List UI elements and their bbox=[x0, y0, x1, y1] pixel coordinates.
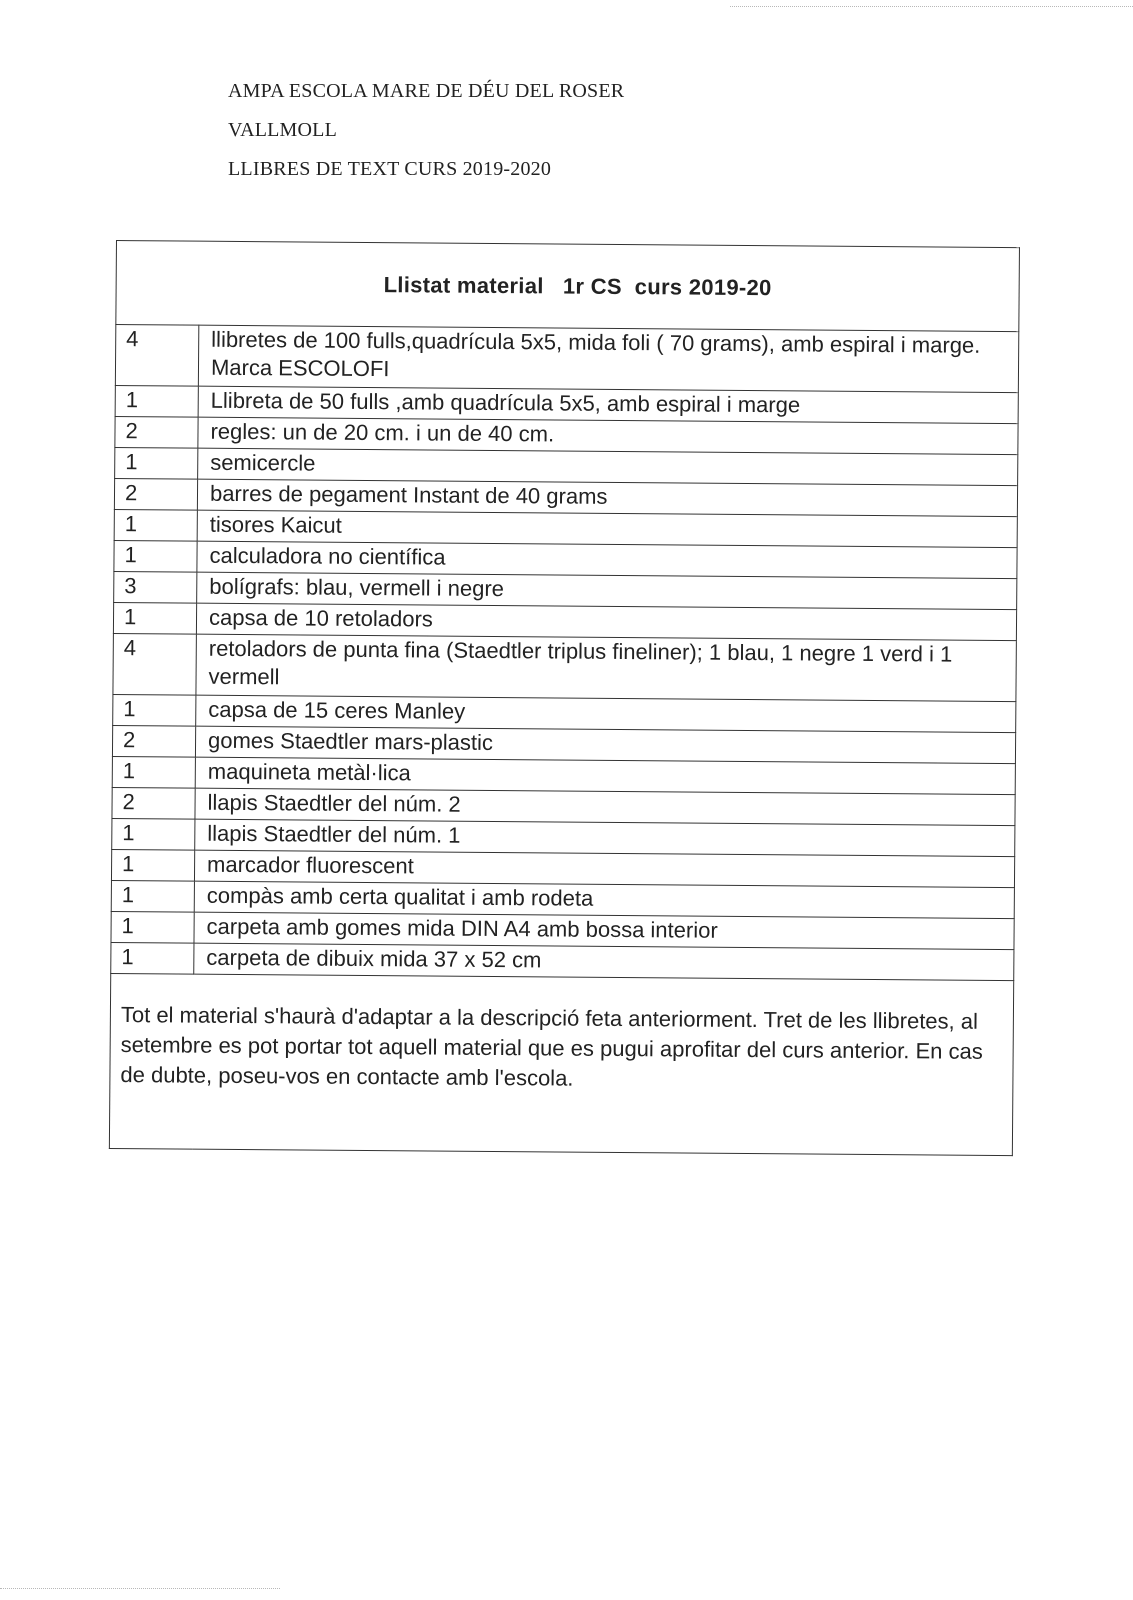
item-description: carpeta amb gomes mida DIN A4 amb bossa interior bbox=[194, 912, 1014, 949]
item-quantity: 4 bbox=[115, 325, 198, 387]
item-quantity: 1 bbox=[111, 942, 194, 974]
item-description: calculadora no científica bbox=[197, 541, 1017, 578]
item-description: capsa de 15 ceres Manley bbox=[196, 695, 1016, 732]
item-description: tisores Kaicut bbox=[197, 510, 1017, 547]
item-description: llapis Staedtler del núm. 2 bbox=[195, 788, 1015, 825]
item-quantity: 2 bbox=[115, 416, 198, 448]
item-quantity: 1 bbox=[111, 849, 194, 881]
table-note: Tot el material s'haurà d'adaptar a la descripció feta anteriorment. Tret de les llibretes, al setembre es pot portar tot aquell material que es pugui aprofitar del curs anterior. En cas de dubte, poseu-vos en contacte amb l'escola. bbox=[109, 973, 1013, 1155]
table-note-row bbox=[109, 973, 1013, 1155]
item-description: regles: un de 20 cm. i un de 40 cm. bbox=[198, 417, 1018, 454]
item-quantity: 2 bbox=[112, 725, 195, 757]
item-description: capsa de 10 retoladors bbox=[196, 603, 1016, 640]
item-description: carpeta de dibuix mida 37 x 52 cm bbox=[194, 943, 1014, 980]
table-title-cell bbox=[116, 241, 1020, 332]
item-quantity: 1 bbox=[114, 540, 197, 572]
item-quantity: 1 bbox=[115, 447, 198, 479]
item-quantity: 1 bbox=[114, 509, 197, 541]
table-row bbox=[115, 325, 1018, 393]
item-quantity: 2 bbox=[112, 787, 195, 819]
item-description: maquineta metàl·lica bbox=[195, 757, 1015, 794]
item-description: llapis Staedtler del núm. 1 bbox=[195, 819, 1015, 856]
item-quantity: 1 bbox=[111, 880, 194, 912]
item-description: retoladors de punta fina (Staedtler triplus fineliner); 1 blau, 1 negre 1 verd i 1 vermell bbox=[196, 634, 1016, 701]
document-header bbox=[228, 78, 624, 195]
table-title-row bbox=[116, 241, 1020, 332]
header-course: LLIBRES DE TEXT CURS 2019-2020 bbox=[228, 158, 552, 180]
item-description: bolígrafs: blau, vermell i negre bbox=[197, 572, 1017, 609]
item-description: llibretes de 100 fulls,quadrícula 5x5, mida foli ( 70 grams), amb espiral i marge. Marca ESCOLOFI bbox=[198, 325, 1018, 392]
item-description: semicercle bbox=[198, 448, 1018, 485]
item-quantity: 3 bbox=[114, 571, 197, 603]
item-quantity: 1 bbox=[112, 818, 195, 850]
item-quantity: 1 bbox=[115, 385, 198, 417]
item-description: Llibreta de 50 fulls ,amb quadrícula 5x5, amb espiral i marge bbox=[198, 386, 1018, 423]
item-quantity: 2 bbox=[114, 478, 197, 510]
material-list-table bbox=[109, 240, 1020, 1156]
header-association: AMPA ESCOLA MARE DE DÉU DEL ROSER bbox=[228, 80, 625, 102]
scan-edge-bottom bbox=[0, 1588, 280, 1589]
item-quantity: 1 bbox=[113, 602, 196, 634]
item-description: marcador fluorescent bbox=[194, 850, 1014, 887]
table-row bbox=[113, 633, 1016, 701]
table-title: Llistat material 1r CS curs 2019-20 bbox=[383, 271, 772, 300]
item-quantity: 1 bbox=[111, 911, 194, 943]
item-quantity: 4 bbox=[113, 633, 196, 695]
item-description: gomes Staedtler mars-plastic bbox=[195, 726, 1015, 763]
item-quantity: 1 bbox=[112, 756, 195, 788]
item-description: barres de pegament Instant de 40 grams bbox=[197, 479, 1017, 516]
item-quantity: 1 bbox=[113, 694, 196, 726]
header-town: VALLMOLL bbox=[228, 119, 338, 141]
item-description: compàs amb certa qualitat i amb rodeta bbox=[194, 881, 1014, 918]
scan-edge-top bbox=[730, 6, 1133, 7]
